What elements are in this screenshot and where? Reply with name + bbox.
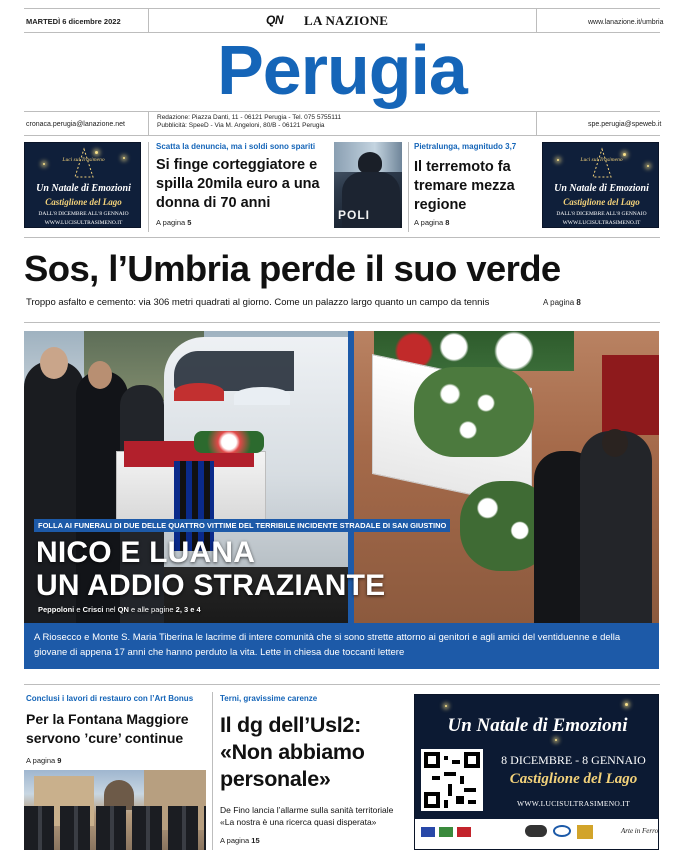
police-photo: POLI [334,142,402,228]
redazione-line-1: Redazione: Piazza Danti, 11 - 06121 Perugia - Tel. 075 5755111 [157,114,342,121]
la-nazione-logo: LA NAZIONE [304,13,389,28]
page-reference: A pagina 5 [156,218,192,227]
star-icon [623,153,626,156]
page-reference: A pagina 8 [543,298,581,307]
story-headline[interactable]: Si finge corteggiatore e spilla 20mila euro a una donna di 70 anni [156,157,320,211]
star-icon [445,705,447,707]
star-icon [43,163,45,165]
edition-title: Perugia [217,31,467,109]
main-headline[interactable]: Sos, l’Umbria perde il suo verde [24,248,561,289]
story-headline[interactable]: Il terremoto fa tremare mezza regione [414,159,515,213]
story-headline[interactable]: Per la Fontana Maggiore servono ’cure’ continue [26,711,189,746]
page-reference: A pagina 8 [414,218,450,227]
newsroom-email[interactable]: cronaca.perugia@lanazione.net [26,121,125,128]
issue-date: MARTEDÌ 6 dicembre 2022 [26,17,121,26]
story-kicker: Terni, gravissime carenze [220,694,318,703]
story-kicker: Scatta la denuncia, ma i soldi sono spariti [156,142,316,151]
story-kicker: Pietralunga, magnitudo 3,7 [414,142,517,151]
funeral-photo-right [354,331,659,623]
christmas-ad-large[interactable]: Un Natale di Emozioni 8 DICEMBRE - 8 GENNAIO Castiglione del Lago WWW.LUCISULTRASIMENO.IT Arte in Ferro [414,694,659,850]
page-reference: A pagina 15 [220,836,260,845]
christmas-tree-icon [591,147,613,181]
advertising-email[interactable]: spe.perugia@speweb.it [588,121,662,128]
page-reference: A pagina 9 [26,756,62,765]
main-subhead: Troppo asfalto e cemento: via 306 metri quadrati al giorno. Come un palazzo largo quanto un campo da tennis [26,297,490,308]
funeral-headline[interactable]: NICO E LUANA UN ADDIO STRAZIANTE [36,536,386,602]
star-icon [625,703,628,706]
redazione-line-2: Pubblicità: SpeeD - Via M. Angeloni, 80/B - 06121 Perugia [157,122,325,129]
funeral-kicker: FOLLA AI FUNERALI DI DUE DELLE QUATTRO VITTIME DEL TERRIBILE INCIDENTE STRADALE DI SAN GIUSTINO [34,519,450,532]
story-kicker: Conclusi i lavori di restauro con l’Art Bonus [26,694,194,703]
sponsor-logos-strip: Arte in Ferro [415,819,659,850]
star-icon [95,151,98,154]
story-body: De Fino lancia l’allarme sulla sanità territoriale «La nostra è una ricerca quasi disperata» [220,805,394,827]
story-headline[interactable]: Il dg dell’Usl2: «Non abbiamo personale» [220,713,365,791]
qr-code-icon [421,749,483,811]
star-icon [647,165,649,167]
funeral-byline: Peppoloni e Crisci nel QN e alle pagine 2, 3 e 4 [38,605,201,614]
qn-logo: QN [266,13,283,27]
christmas-ad-left[interactable]: Luci sul Trasimeno Un Natale di Emozioni Castiglione del Lago DALL'8 DICEMBRE ALL'8 GENNAIO WWW.LUCISULTRASIMENO.IT [24,142,141,228]
star-icon [555,739,557,741]
christmas-ad-right[interactable]: Luci sul Trasimeno Un Natale di Emozioni Castiglione del Lago DALL'8 DICEMBRE ALL'8 GENNAIO WWW.LUCISULTRASIMENO.IT [542,142,659,228]
christmas-tree-icon [73,147,95,181]
website-link[interactable]: www.lanazione.it/umbria [588,19,664,26]
funeral-summary: A Riosecco e Monte S. Maria Tiberina le lacrime di intere comunità che si sono strette attorno ai genitori e agli amici del ventiduenne e della giovane di appena 17 anni che hanno perduto la vita. Lette in chiesa due toccanti lettere [34,632,621,658]
fontana-photo [24,770,206,850]
